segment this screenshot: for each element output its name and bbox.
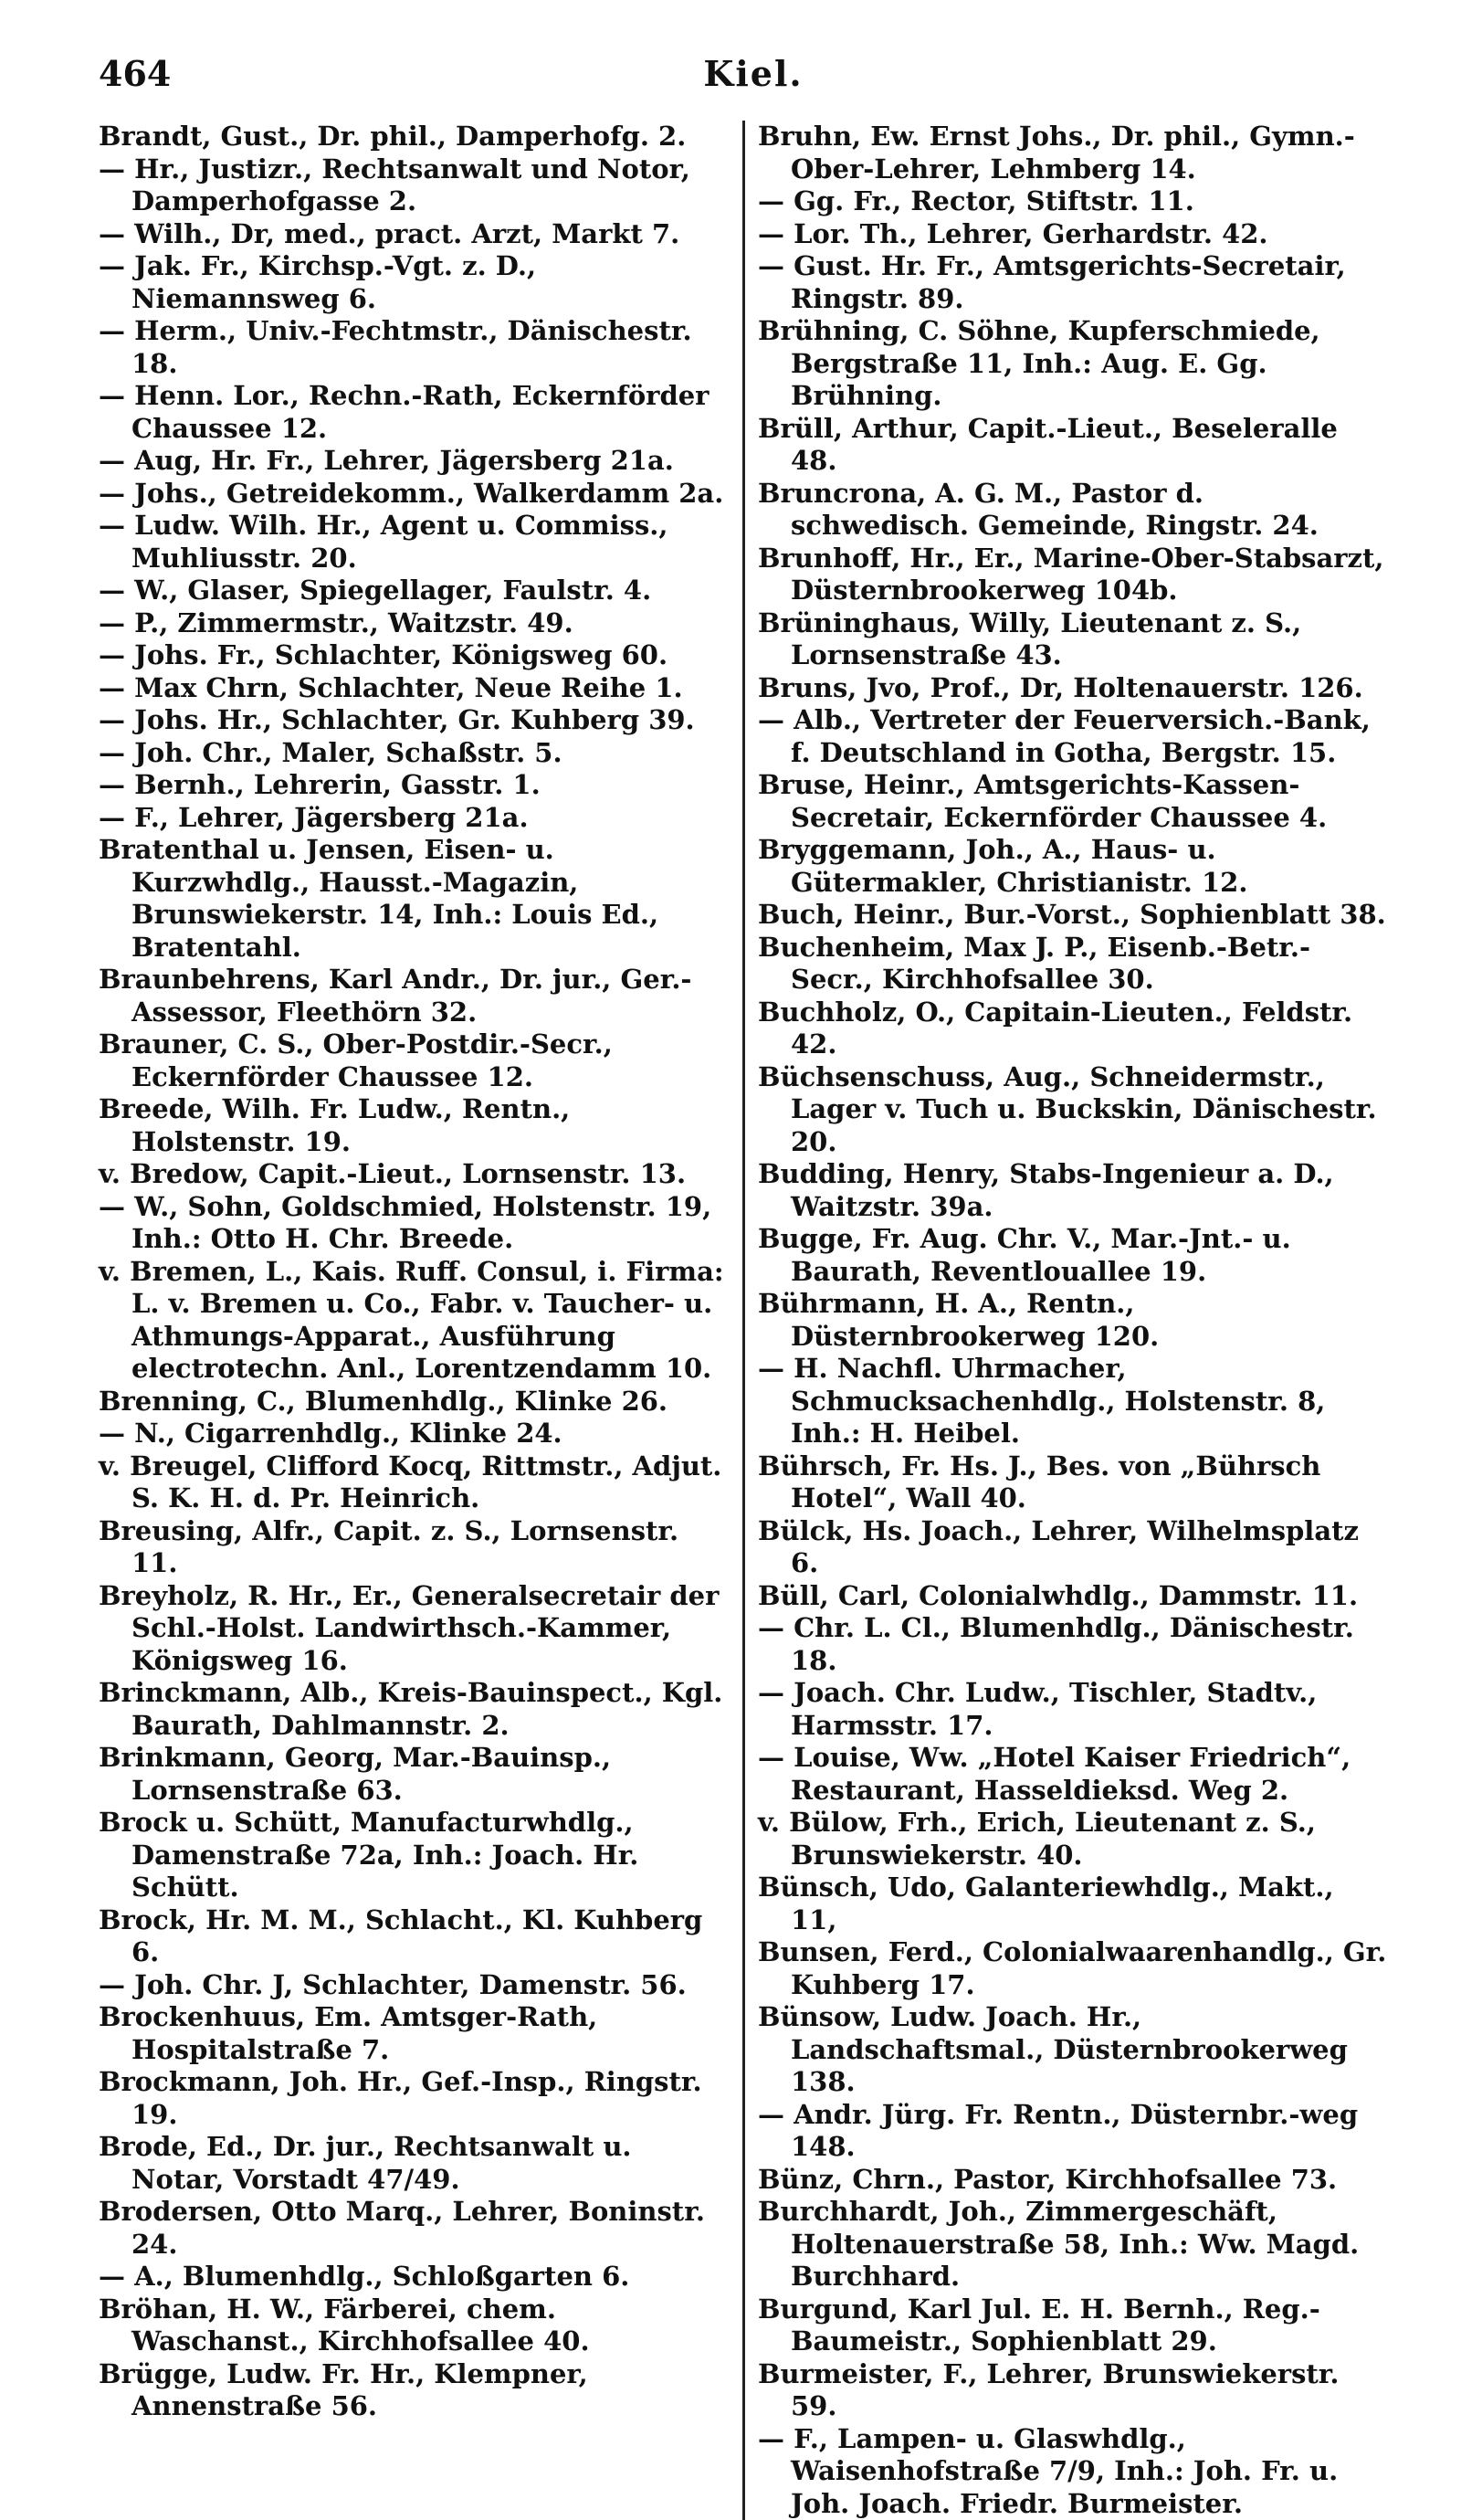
directory-entry: — Louise, Ww. „Hotel Kaiser Friedrich“, Restaurant, Hasseldieksd. Weg 2. bbox=[758, 1742, 1389, 1807]
directory-entry: Bünsow, Ludw. Joach. Hr., Landschaftsmal., Düsternbrookerweg 138. bbox=[758, 2001, 1389, 2099]
directory-entry: — Ludw. Wilh. Hr., Agent u. Commiss., Muhliusstr. 20. bbox=[99, 510, 731, 575]
directory-entry: — Aug, Hr. Fr., Lehrer, Jägersberg 21a. bbox=[99, 445, 731, 478]
directory-entry: Brandt, Gust., Dr. phil., Damperhofg. 2. bbox=[99, 121, 731, 153]
directory-entry: Bruncrona, A. G. M., Pastor d. schwedisch. Gemeinde, Ringstr. 24. bbox=[758, 478, 1389, 543]
directory-entry: Bugge, Fr. Aug. Chr. V., Mar.-Jnt.- u. Baurath, Reventlouallee 19. bbox=[758, 1223, 1389, 1288]
left-column bbox=[99, 121, 742, 2520]
directory-entry: Büchsenschuss, Aug., Schneidermstr., Lager v. Tuch u. Buckskin, Dänischestr. 20. bbox=[758, 1061, 1389, 1159]
directory-entry: Breyholz, R. Hr., Er., Generalsecretair der Schl.-Holst. Landwirthsch.-Kammer, Königsweg 16. bbox=[99, 1580, 731, 1678]
directory-entry: Burmeister, F., Lehrer, Brunswiekerstr. 59. bbox=[758, 2358, 1389, 2423]
directory-entry: Brock u. Schütt, Manufacturwhdlg., Damenstraße 72a, Inh.: Joach. Hr. Schütt. bbox=[99, 1807, 731, 1904]
directory-entry: Brinckmann, Alb., Kreis-Bauinspect., Kgl. Baurath, Dahlmannstr. 2. bbox=[99, 1677, 731, 1742]
directory-entry: Brunhoff, Hr., Er., Marine-Ober-Stabsarzt, Düsternbrookerweg 104b. bbox=[758, 543, 1389, 607]
directory-entry: — Lor. Th., Lehrer, Gerhardstr. 42. bbox=[758, 218, 1389, 251]
directory-entry: Brügge, Ludw. Fr. Hr., Klempner, Annenstraße 56. bbox=[99, 2358, 731, 2423]
directory-entry: — Joh. Chr., Maler, Schaßstr. 5. bbox=[99, 737, 731, 770]
directory-entry: Breusing, Alfr., Capit. z. S., Lornsenstr. 11. bbox=[99, 1515, 731, 1580]
directory-entry: Bröhan, H. W., Färberei, chem. Waschanst., Kirchhofsallee 40. bbox=[99, 2293, 731, 2358]
directory-entry: Bunsen, Ferd., Colonialwaarenhandlg., Gr. Kuhberg 17. bbox=[758, 1936, 1389, 2001]
directory-entry: Bülck, Hs. Joach., Lehrer, Wilhelmsplatz 6. bbox=[758, 1515, 1389, 1580]
directory-entry: — Max Chrn, Schlachter, Neue Reihe 1. bbox=[99, 672, 731, 705]
directory-entry: — Johs. Hr., Schlachter, Gr. Kuhberg 39. bbox=[99, 704, 731, 737]
directory-entry: — Alb., Vertreter der Feuerversich.-Bank, f. Deutschland in Gotha, Bergstr. 15. bbox=[758, 704, 1389, 769]
directory-entry: Brenning, C., Blumenhdlg., Klinke 26. bbox=[99, 1386, 731, 1418]
directory-entry: — Andr. Jürg. Fr. Rentn., Düsternbr.-weg 148. bbox=[758, 2099, 1389, 2164]
directory-entry: — Bernh., Lehrerin, Gasstr. 1. bbox=[99, 769, 731, 802]
directory-entry: Braunbehrens, Karl Andr., Dr. jur., Ger.-Assessor, Fleethörn 32. bbox=[99, 964, 731, 1028]
directory-entry: Brauner, C. S., Ober-Postdir.-Secr., Eckernförder Chaussee 12. bbox=[99, 1028, 731, 1093]
directory-entry: — Johs., Getreidekomm., Walkerdamm 2a. bbox=[99, 478, 731, 511]
directory-entry: — F., Lehrer, Jägersberg 21a. bbox=[99, 802, 731, 835]
directory-entry: Brinkmann, Georg, Mar.-Bauinsp., Lornsenstraße 63. bbox=[99, 1742, 731, 1807]
directory-entry: — N., Cigarrenhdlg., Klinke 24. bbox=[99, 1418, 731, 1450]
directory-entry: — W., Sohn, Goldschmied, Holstenstr. 19, Inh.: Otto H. Chr. Breede. bbox=[99, 1191, 731, 1256]
right-column bbox=[745, 121, 1389, 2520]
directory-entry: Buch, Heinr., Bur.-Vorst., Sophienblatt 38. bbox=[758, 899, 1389, 932]
directory-entry: Brüll, Arthur, Capit.-Lieut., Beseleralle 48. bbox=[758, 413, 1389, 478]
directory-entry: Bruns, Jvo, Prof., Dr, Holtenauerstr. 126. bbox=[758, 672, 1389, 705]
directory-entry: Bünz, Chrn., Pastor, Kirchhofsallee 73. bbox=[758, 2164, 1389, 2197]
directory-entry: Büll, Carl, Colonialwhdlg., Dammstr. 11. bbox=[758, 1580, 1389, 1613]
directory-entry: — Henn. Lor., Rechn.-Rath, Eckernförder Chaussee 12. bbox=[99, 380, 731, 445]
directory-entry: — F., Lampen- u. Glaswhdlg., Waisenhofstraße 7/9, Inh.: Joh. Fr. u. Joh. Joach. Friedr. Burmeister. bbox=[758, 2423, 1389, 2520]
directory-entry: — Herm., Univ.-Fechtmstr., Dänischestr. 18. bbox=[99, 315, 731, 380]
directory-entry: — Jak. Fr., Kirchsp.-Vgt. z. D., Niemannsweg 6. bbox=[99, 250, 731, 315]
directory-entry: — Johs. Fr., Schlachter, Königsweg 60. bbox=[99, 639, 731, 672]
directory-entry: — Chr. L. Cl., Blumenhdlg., Dänischestr. 18. bbox=[758, 1612, 1389, 1677]
directory-entry: Budding, Henry, Stabs-Ingenieur a. D., Waitzstr. 39a. bbox=[758, 1158, 1389, 1223]
directory-entry: Burgund, Karl Jul. E. H. Bernh., Reg.-Baumeistr., Sophienblatt 29. bbox=[758, 2293, 1389, 2358]
directory-entry: Bührsch, Fr. Hs. J., Bes. von „Bührsch Hotel“, Wall 40. bbox=[758, 1450, 1389, 1515]
city-heading: Kiel. bbox=[99, 53, 1408, 94]
page-header bbox=[99, 46, 1408, 110]
directory-entry: Bruhn, Ew. Ernst Johs., Dr. phil., Gymn.-Ober-Lehrer, Lehmberg 14. bbox=[758, 121, 1389, 185]
directory-entry: Bünsch, Udo, Galanteriewhdlg., Makt., 11, bbox=[758, 1872, 1389, 1936]
directory-entry: — A., Blumenhdlg., Schloßgarten 6. bbox=[99, 2261, 731, 2293]
directory-entry: — Joh. Chr. J, Schlachter, Damenstr. 56. bbox=[99, 1969, 731, 2002]
directory-entry: Bruse, Heinr., Amtsgerichts-Kassen-Secretair, Eckernförder Chaussee 4. bbox=[758, 769, 1389, 834]
directory-entry: Bührmann, H. A., Rentn., Düsternbrookerweg 120. bbox=[758, 1288, 1389, 1353]
directory-entry: — Wilh., Dr, med., pract. Arzt, Markt 7. bbox=[99, 218, 731, 251]
directory-entry: Brockmann, Joh. Hr., Gef.-Insp., Ringstr. 19. bbox=[99, 2066, 731, 2131]
directory-entry: — H. Nachfl. Uhrmacher, Schmucksachenhdlg., Holstenstr. 8, Inh.: H. Heibel. bbox=[758, 1353, 1389, 1450]
directory-entry: Buchholz, O., Capitain-Lieuten., Feldstr. 42. bbox=[758, 996, 1389, 1061]
directory-entry: — W., Glaser, Spiegellager, Faulstr. 4. bbox=[99, 575, 731, 607]
columns bbox=[99, 121, 1408, 2520]
directory-entry: — Gg. Fr., Rector, Stiftstr. 11. bbox=[758, 185, 1389, 218]
directory-entry: Brühning, C. Söhne, Kupferschmiede, Bergstraße 11, Inh.: Aug. E. Gg. Brühning. bbox=[758, 315, 1389, 413]
directory-entry: v. Bülow, Frh., Erich, Lieutenant z. S., Brunswiekerstr. 40. bbox=[758, 1807, 1389, 1872]
directory-entry: Bryggemann, Joh., A., Haus- u. Gütermakler, Christianistr. 12. bbox=[758, 834, 1389, 899]
directory-entry: — Joach. Chr. Ludw., Tischler, Stadtv., Harmsstr. 17. bbox=[758, 1677, 1389, 1742]
directory-entry: Buchenheim, Max J. P., Eisenb.-Betr.-Secr., Kirchhofsallee 30. bbox=[758, 932, 1389, 996]
directory-entry: — Hr., Justizr., Rechtsanwalt und Notor, Damperhofgasse 2. bbox=[99, 153, 731, 218]
directory-entry: Brodersen, Otto Marq., Lehrer, Boninstr. 24. bbox=[99, 2196, 731, 2261]
page-number: 464 bbox=[99, 53, 171, 94]
directory-entry: Breede, Wilh. Fr. Ludw., Rentn., Holstenstr. 19. bbox=[99, 1093, 731, 1158]
directory-entry: — Gust. Hr. Fr., Amtsgerichts-Secretair, Ringstr. 89. bbox=[758, 250, 1389, 315]
directory-entry: v. Bredow, Capit.-Lieut., Lornsenstr. 13. bbox=[99, 1158, 731, 1191]
directory-entry: v. Bremen, L., Kais. Ruff. Consul, i. Firma: L. v. Bremen u. Co., Fabr. v. Taucher- u. Athmungs-Apparat., Ausführung electrotechn. Anl., Lorentzendamm 10. bbox=[99, 1256, 731, 1386]
directory-entry: Brüninghaus, Willy, Lieutenant z. S., Lornsenstraße 43. bbox=[758, 607, 1389, 672]
directory-entry: Brockenhuus, Em. Amtsger-Rath, Hospitalstraße 7. bbox=[99, 2001, 731, 2066]
directory-entry: Brode, Ed., Dr. jur., Rechtsanwalt u. Notar, Vorstadt 47/49. bbox=[99, 2131, 731, 2196]
directory-entry: Burchhardt, Joh., Zimmergeschäft, Holtenauerstraße 58, Inh.: Ww. Magd. Burchhard. bbox=[758, 2196, 1389, 2293]
directory-entry: — P., Zimmermstr., Waitzstr. 49. bbox=[99, 607, 731, 640]
directory-entry: Brock, Hr. M. M., Schlacht., Kl. Kuhberg 6. bbox=[99, 1904, 731, 1969]
directory-entry: v. Breugel, Clifford Kocq, Rittmstr., Adjut. S. K. H. d. Pr. Heinrich. bbox=[99, 1450, 731, 1515]
directory-entry: Bratenthal u. Jensen, Eisen- u. Kurzwhdlg., Hausst.-Magazin, Brunswiekerstr. 14, Inh.: Louis Ed., Bratentahl. bbox=[99, 834, 731, 964]
